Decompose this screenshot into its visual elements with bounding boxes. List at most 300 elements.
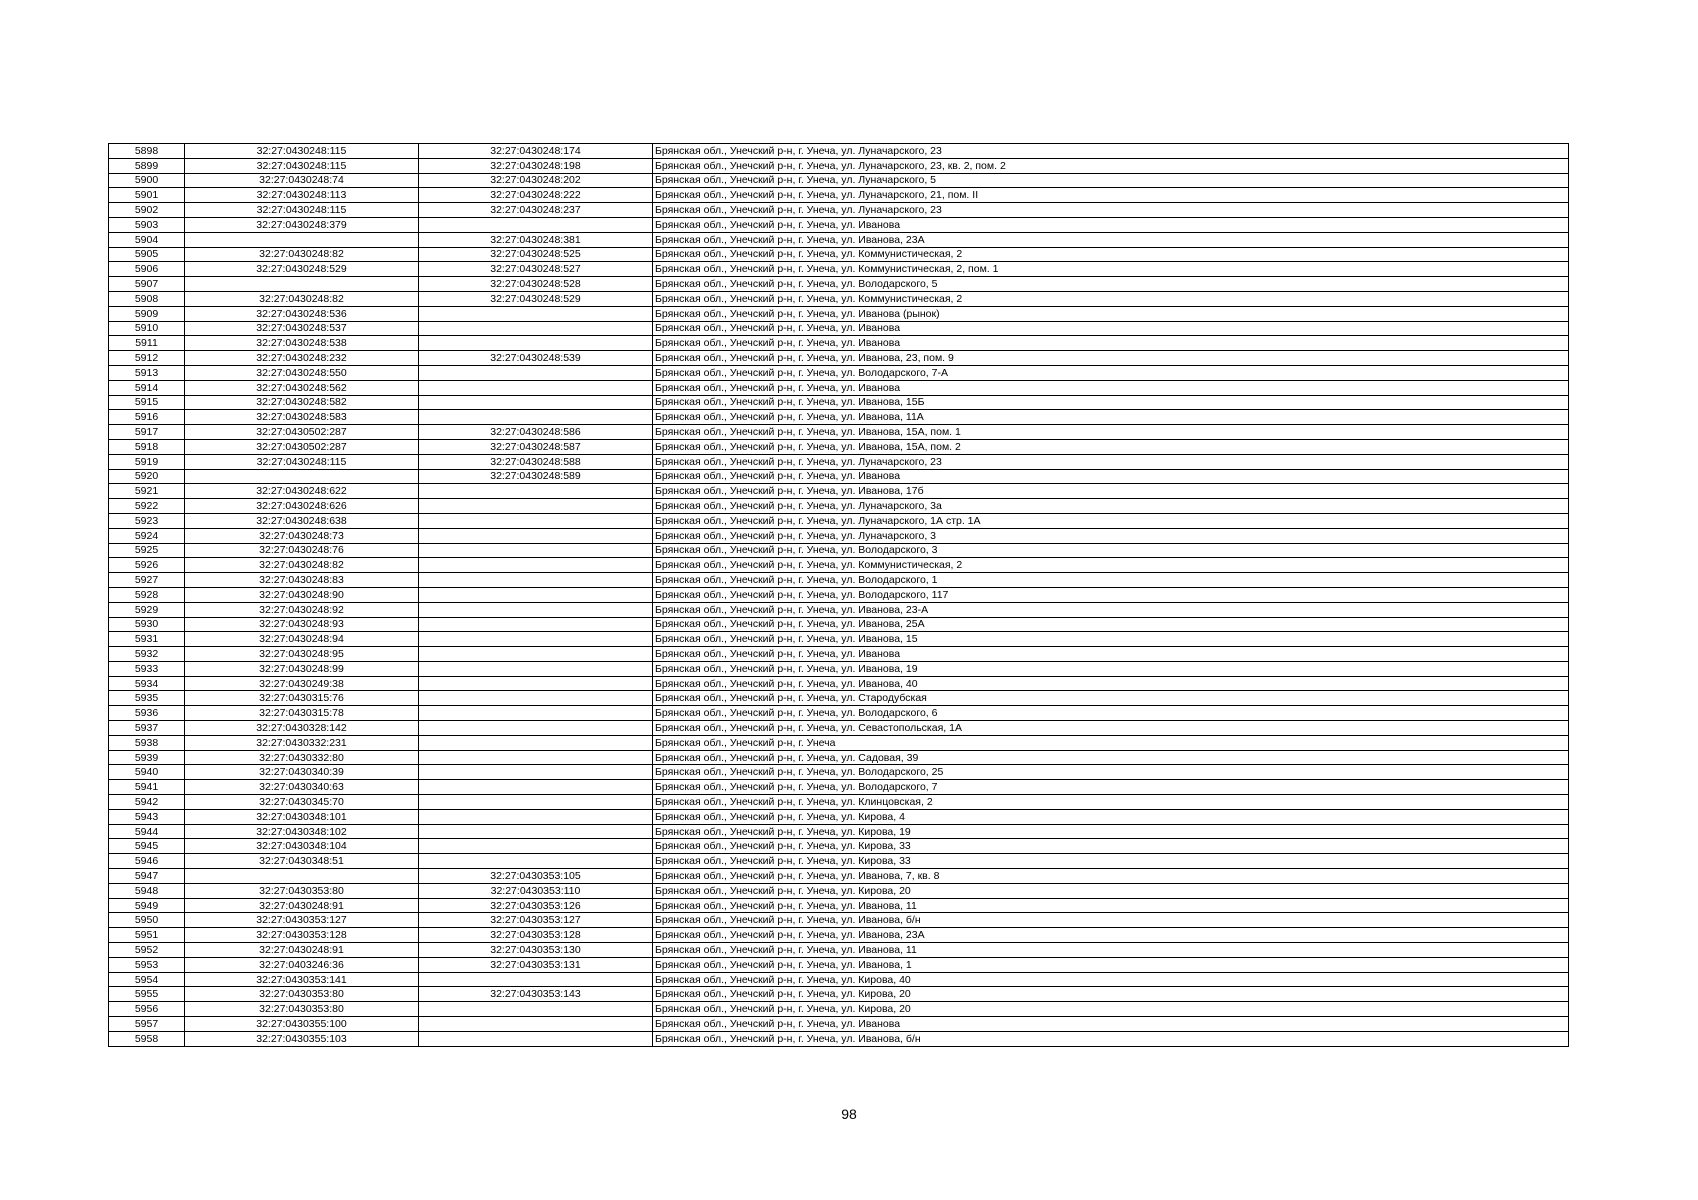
- object-number-cell: [419, 395, 653, 410]
- address-cell: Брянская обл., Унечский р-н, г. Унеча, ул. Иванова, 11: [653, 898, 1569, 913]
- parcel-number-cell: 32:27:0430353:128: [185, 928, 419, 943]
- address-cell: Брянская обл., Унечский р-н, г. Унеча, ул. Луначарского, 23: [653, 144, 1569, 159]
- row-number-cell: 5934: [109, 676, 185, 691]
- table-row: [109, 854, 1569, 869]
- table-row: [109, 1002, 1569, 1017]
- parcel-number-cell: 32:27:0430353:80: [185, 1002, 419, 1017]
- row-number-cell: 5942: [109, 795, 185, 810]
- table-row: [109, 410, 1569, 425]
- object-number-cell: [419, 1017, 653, 1032]
- row-number-cell: 5922: [109, 499, 185, 514]
- object-number-cell: [419, 750, 653, 765]
- parcel-number-cell: 32:27:0430348:104: [185, 839, 419, 854]
- parcel-number-cell: 32:27:0430340:63: [185, 780, 419, 795]
- table-row: [109, 247, 1569, 262]
- row-number-cell: 5912: [109, 351, 185, 366]
- table-row: [109, 513, 1569, 528]
- row-number-cell: 5911: [109, 336, 185, 351]
- object-number-cell: [419, 839, 653, 854]
- parcel-number-cell: 32:27:0430248:113: [185, 188, 419, 203]
- object-number-cell: 32:27:0430353:143: [419, 987, 653, 1002]
- address-cell: Брянская обл., Унечский р-н, г. Унеча, ул. Володарского, 3: [653, 543, 1569, 558]
- parcel-number-cell: 32:27:0430248:90: [185, 587, 419, 602]
- table-row: [109, 735, 1569, 750]
- object-number-cell: 32:27:0430248:174: [419, 144, 653, 159]
- parcel-number-cell: 32:27:0430248:74: [185, 173, 419, 188]
- object-number-cell: 32:27:0430353:128: [419, 928, 653, 943]
- object-number-cell: 32:27:0430248:202: [419, 173, 653, 188]
- object-number-cell: [419, 854, 653, 869]
- table-row: [109, 336, 1569, 351]
- table-row: [109, 780, 1569, 795]
- row-number-cell: 5945: [109, 839, 185, 854]
- table-row: [109, 750, 1569, 765]
- table-row: [109, 898, 1569, 913]
- object-number-cell: 32:27:0430353:127: [419, 913, 653, 928]
- address-cell: Брянская обл., Унечский р-н, г. Унеча, ул. Иванова, 40: [653, 676, 1569, 691]
- address-cell: Брянская обл., Унечский р-н, г. Унеча, ул. Луначарского, 23, кв. 2, пом. 2: [653, 158, 1569, 173]
- address-cell: Брянская обл., Унечский р-н, г. Унеча, ул. Коммунистическая, 2: [653, 291, 1569, 306]
- row-number-cell: 5930: [109, 617, 185, 632]
- address-cell: Брянская обл., Унечский р-н, г. Унеча, ул. Кирова, 19: [653, 824, 1569, 839]
- parcel-number-cell: 32:27:0430248:583: [185, 410, 419, 425]
- address-cell: Брянская обл., Унечский р-н, г. Унеча: [653, 735, 1569, 750]
- object-number-cell: [419, 780, 653, 795]
- row-number-cell: 5909: [109, 306, 185, 321]
- row-number-cell: 5900: [109, 173, 185, 188]
- object-number-cell: 32:27:0430248:222: [419, 188, 653, 203]
- address-cell: Брянская обл., Унечский р-н, г. Унеча, ул. Иванова, 23А: [653, 928, 1569, 943]
- object-number-cell: [419, 543, 653, 558]
- parcel-number-cell: 32:27:0430353:141: [185, 972, 419, 987]
- parcel-number-cell: 32:27:0430345:70: [185, 795, 419, 810]
- row-number-cell: 5899: [109, 158, 185, 173]
- address-cell: Брянская обл., Унечский р-н, г. Унеча, ул. Иванова, б/н: [653, 1031, 1569, 1046]
- parcel-number-cell: 32:27:0430502:287: [185, 439, 419, 454]
- row-number-cell: 5939: [109, 750, 185, 765]
- row-number-cell: 5941: [109, 780, 185, 795]
- row-number-cell: 5915: [109, 395, 185, 410]
- object-number-cell: 32:27:0430248:539: [419, 351, 653, 366]
- object-number-cell: [419, 587, 653, 602]
- parcel-number-cell: 32:27:0430248:91: [185, 898, 419, 913]
- table-row: [109, 380, 1569, 395]
- row-number-cell: 5933: [109, 661, 185, 676]
- row-number-cell: 5926: [109, 558, 185, 573]
- object-number-cell: [419, 573, 653, 588]
- row-number-cell: 5936: [109, 706, 185, 721]
- object-number-cell: [419, 513, 653, 528]
- row-number-cell: 5924: [109, 528, 185, 543]
- row-number-cell: 5940: [109, 765, 185, 780]
- address-cell: Брянская обл., Унечский р-н, г. Унеча, ул. Иванова, 17б: [653, 484, 1569, 499]
- table-row: [109, 957, 1569, 972]
- object-number-cell: 32:27:0430353:110: [419, 883, 653, 898]
- row-number-cell: 5955: [109, 987, 185, 1002]
- object-number-cell: 32:27:0430353:126: [419, 898, 653, 913]
- parcel-number-cell: 32:27:0430328:142: [185, 721, 419, 736]
- parcel-number-cell: 32:27:0430348:51: [185, 854, 419, 869]
- row-number-cell: 5921: [109, 484, 185, 499]
- object-number-cell: [419, 676, 653, 691]
- table-row: [109, 425, 1569, 440]
- parcel-number-cell: 32:27:0430248:94: [185, 632, 419, 647]
- table-row: [109, 188, 1569, 203]
- object-number-cell: [419, 632, 653, 647]
- parcel-number-cell: 32:27:0430353:80: [185, 883, 419, 898]
- address-cell: Брянская обл., Унечский р-н, г. Унеча, ул. Коммунистическая, 2: [653, 558, 1569, 573]
- address-cell: Брянская обл., Унечский р-н, г. Унеча, ул. Иванова, 23А: [653, 232, 1569, 247]
- row-number-cell: 5928: [109, 587, 185, 602]
- table-row: [109, 883, 1569, 898]
- table-row: [109, 543, 1569, 558]
- object-number-cell: [419, 380, 653, 395]
- table-row: [109, 824, 1569, 839]
- object-number-cell: [419, 499, 653, 514]
- object-number-cell: [419, 691, 653, 706]
- parcel-number-cell: 32:27:0430248:83: [185, 573, 419, 588]
- object-number-cell: 32:27:0430248:527: [419, 262, 653, 277]
- address-cell: Брянская обл., Унечский р-н, г. Унеча, ул. Иванова: [653, 1017, 1569, 1032]
- table-row: [109, 454, 1569, 469]
- table-row: [109, 632, 1569, 647]
- row-number-cell: 5954: [109, 972, 185, 987]
- parcel-number-cell: 32:27:0430248:115: [185, 454, 419, 469]
- address-cell: Брянская обл., Унечский р-н, г. Унеча, ул. Иванова, 1: [653, 957, 1569, 972]
- row-number-cell: 5947: [109, 869, 185, 884]
- row-number-cell: 5946: [109, 854, 185, 869]
- parcel-number-cell: 32:27:0430248:537: [185, 321, 419, 336]
- row-number-cell: 5904: [109, 232, 185, 247]
- parcel-number-cell: 32:27:0430355:100: [185, 1017, 419, 1032]
- parcel-number-cell: 32:27:0430332:80: [185, 750, 419, 765]
- table-row: [109, 306, 1569, 321]
- object-number-cell: [419, 321, 653, 336]
- table-row: [109, 291, 1569, 306]
- object-number-cell: 32:27:0430248:198: [419, 158, 653, 173]
- parcel-number-cell: 32:27:0430248:93: [185, 617, 419, 632]
- table-row: [109, 321, 1569, 336]
- address-cell: Брянская обл., Унечский р-н, г. Унеча, ул. Иванова: [653, 647, 1569, 662]
- object-number-cell: 32:27:0430248:528: [419, 277, 653, 292]
- row-number-cell: 5898: [109, 144, 185, 159]
- row-number-cell: 5953: [109, 957, 185, 972]
- table-row: [109, 691, 1569, 706]
- object-number-cell: [419, 721, 653, 736]
- table-row: [109, 232, 1569, 247]
- parcel-number-cell: 32:27:0430248:550: [185, 365, 419, 380]
- table-row: [109, 499, 1569, 514]
- address-cell: Брянская обл., Унечский р-н, г. Унеча, ул. Кирова, 4: [653, 809, 1569, 824]
- parcel-number-cell: 32:27:0430315:76: [185, 691, 419, 706]
- parcel-number-cell: 32:27:0430248:73: [185, 528, 419, 543]
- table-row: [109, 558, 1569, 573]
- parcel-number-cell: 32:27:0430248:622: [185, 484, 419, 499]
- row-number-cell: 5919: [109, 454, 185, 469]
- parcel-number-cell: 32:27:0430248:582: [185, 395, 419, 410]
- object-number-cell: [419, 558, 653, 573]
- row-number-cell: 5918: [109, 439, 185, 454]
- parcel-number-cell: 32:27:0430348:101: [185, 809, 419, 824]
- row-number-cell: 5925: [109, 543, 185, 558]
- address-cell: Брянская обл., Унечский р-н, г. Унеча, ул. Иванова: [653, 217, 1569, 232]
- object-number-cell: 32:27:0430353:105: [419, 869, 653, 884]
- table-row: [109, 943, 1569, 958]
- object-number-cell: [419, 795, 653, 810]
- address-cell: Брянская обл., Унечский р-н, г. Унеча, ул. Иванова, 15: [653, 632, 1569, 647]
- object-number-cell: [419, 706, 653, 721]
- parcel-number-cell: 32:27:0430248:76: [185, 543, 419, 558]
- address-cell: Брянская обл., Унечский р-н, г. Унеча, ул. Клинцовская, 2: [653, 795, 1569, 810]
- row-number-cell: 5923: [109, 513, 185, 528]
- parcel-number-cell: 32:27:0403246:36: [185, 957, 419, 972]
- row-number-cell: 5907: [109, 277, 185, 292]
- table-row: [109, 928, 1569, 943]
- parcel-number-cell: 32:27:0430248:232: [185, 351, 419, 366]
- row-number-cell: 5937: [109, 721, 185, 736]
- address-cell: Брянская обл., Унечский р-н, г. Унеча, ул. Луначарского, 23: [653, 454, 1569, 469]
- address-cell: Брянская обл., Унечский р-н, г. Унеча, ул. Луначарского, 3: [653, 528, 1569, 543]
- address-cell: Брянская обл., Унечский р-н, г. Унеча, ул. Коммунистическая, 2, пом. 1: [653, 262, 1569, 277]
- address-cell: Брянская обл., Унечский р-н, г. Унеча, ул. Иванова: [653, 469, 1569, 484]
- row-number-cell: 5908: [109, 291, 185, 306]
- address-cell: Брянская обл., Унечский р-н, г. Унеча, ул. Иванова, б/н: [653, 913, 1569, 928]
- address-cell: Брянская обл., Унечский р-н, г. Унеча, ул. Иванова, 23-А: [653, 602, 1569, 617]
- address-cell: Брянская обл., Унечский р-н, г. Унеча, ул. Луначарского, 23: [653, 203, 1569, 218]
- table-row: [109, 173, 1569, 188]
- object-number-cell: 32:27:0430248:586: [419, 425, 653, 440]
- table-row: [109, 484, 1569, 499]
- parcel-number-cell: 32:27:0430248:115: [185, 144, 419, 159]
- table-row: [109, 706, 1569, 721]
- object-number-cell: 32:27:0430248:381: [419, 232, 653, 247]
- object-number-cell: [419, 735, 653, 750]
- row-number-cell: 5913: [109, 365, 185, 380]
- parcel-number-cell: 32:27:0430355:103: [185, 1031, 419, 1046]
- table-row: [109, 573, 1569, 588]
- parcel-number-cell: 32:27:0430248:99: [185, 661, 419, 676]
- object-number-cell: [419, 972, 653, 987]
- table-row: [109, 262, 1569, 277]
- object-number-cell: 32:27:0430353:130: [419, 943, 653, 958]
- table-row: [109, 277, 1569, 292]
- table-row: [109, 869, 1569, 884]
- address-cell: Брянская обл., Унечский р-н, г. Унеча, ул. Садовая, 39: [653, 750, 1569, 765]
- row-number-cell: 5902: [109, 203, 185, 218]
- row-number-cell: 5958: [109, 1031, 185, 1046]
- object-number-cell: [419, 824, 653, 839]
- address-cell: Брянская обл., Унечский р-н, г. Унеча, ул. Володарского, 6: [653, 706, 1569, 721]
- parcel-number-cell: 32:27:0430248:529: [185, 262, 419, 277]
- table-row: [109, 158, 1569, 173]
- parcel-number-cell: 32:27:0430248:82: [185, 558, 419, 573]
- cadastral-table: [108, 143, 1569, 1047]
- row-number-cell: 5901: [109, 188, 185, 203]
- address-cell: Брянская обл., Унечский р-н, г. Унеча, ул. Кирова, 33: [653, 854, 1569, 869]
- table-row: [109, 469, 1569, 484]
- table-row: [109, 913, 1569, 928]
- parcel-number-cell: 32:27:0430248:82: [185, 247, 419, 262]
- row-number-cell: 5949: [109, 898, 185, 913]
- object-number-cell: 32:27:0430248:588: [419, 454, 653, 469]
- object-number-cell: [419, 306, 653, 321]
- address-cell: Брянская обл., Унечский р-н, г. Унеча, ул. Севастопольская, 1А: [653, 721, 1569, 736]
- object-number-cell: [419, 647, 653, 662]
- table-row: [109, 203, 1569, 218]
- table-row: [109, 839, 1569, 854]
- address-cell: Брянская обл., Унечский р-н, г. Унеча, ул. Иванова: [653, 380, 1569, 395]
- parcel-number-cell: 32:27:0430315:78: [185, 706, 419, 721]
- row-number-cell: 5903: [109, 217, 185, 232]
- address-cell: Брянская обл., Унечский р-н, г. Унеча, ул. Иванова (рынок): [653, 306, 1569, 321]
- table-row: [109, 1031, 1569, 1046]
- parcel-number-cell: [185, 277, 419, 292]
- address-cell: Брянская обл., Унечский р-н, г. Унеча, ул. Иванова: [653, 321, 1569, 336]
- parcel-number-cell: [185, 469, 419, 484]
- parcel-number-cell: 32:27:0430248:538: [185, 336, 419, 351]
- parcel-number-cell: 32:27:0430248:379: [185, 217, 419, 232]
- row-number-cell: 5932: [109, 647, 185, 662]
- table-row: [109, 439, 1569, 454]
- address-cell: Брянская обл., Унечский р-н, г. Унеча, ул. Луначарского, 5: [653, 173, 1569, 188]
- row-number-cell: 5905: [109, 247, 185, 262]
- object-number-cell: [419, 1002, 653, 1017]
- table-row: [109, 395, 1569, 410]
- address-cell: Брянская обл., Унечский р-н, г. Унеча, ул. Иванова, 15А, пом. 1: [653, 425, 1569, 440]
- address-cell: Брянская обл., Унечский р-н, г. Унеча, ул. Коммунистическая, 2: [653, 247, 1569, 262]
- table-row: [109, 795, 1569, 810]
- parcel-number-cell: 32:27:0430248:638: [185, 513, 419, 528]
- table-row: [109, 144, 1569, 159]
- object-number-cell: 32:27:0430248:237: [419, 203, 653, 218]
- address-cell: Брянская обл., Унечский р-н, г. Унеча, ул. Володарского, 5: [653, 277, 1569, 292]
- row-number-cell: 5950: [109, 913, 185, 928]
- address-cell: Брянская обл., Унечский р-н, г. Унеча, ул. Иванова, 23, пом. 9: [653, 351, 1569, 366]
- object-number-cell: 32:27:0430248:529: [419, 291, 653, 306]
- address-cell: Брянская обл., Унечский р-н, г. Унеча, ул. Луначарского, 1А стр. 1А: [653, 513, 1569, 528]
- address-cell: Брянская обл., Унечский р-н, г. Унеча, ул. Стародубская: [653, 691, 1569, 706]
- address-cell: Брянская обл., Унечский р-н, г. Унеча, ул. Иванова, 19: [653, 661, 1569, 676]
- address-cell: Брянская обл., Унечский р-н, г. Унеча, ул. Володарского, 117: [653, 587, 1569, 602]
- table-row: [109, 351, 1569, 366]
- table-row: [109, 602, 1569, 617]
- row-number-cell: 5906: [109, 262, 185, 277]
- table-row: [109, 217, 1569, 232]
- table-row: [109, 617, 1569, 632]
- parcel-number-cell: 32:27:0430248:115: [185, 158, 419, 173]
- table-row: [109, 972, 1569, 987]
- table-row: [109, 365, 1569, 380]
- parcel-number-cell: 32:27:0430248:626: [185, 499, 419, 514]
- object-number-cell: 32:27:0430248:525: [419, 247, 653, 262]
- address-cell: Брянская обл., Унечский р-н, г. Унеча, ул. Кирова, 33: [653, 839, 1569, 854]
- parcel-number-cell: 32:27:0430248:92: [185, 602, 419, 617]
- row-number-cell: 5920: [109, 469, 185, 484]
- object-number-cell: [419, 528, 653, 543]
- address-cell: Брянская обл., Унечский р-н, г. Унеча, ул. Иванова, 11: [653, 943, 1569, 958]
- object-number-cell: [419, 365, 653, 380]
- row-number-cell: 5944: [109, 824, 185, 839]
- object-number-cell: 32:27:0430248:587: [419, 439, 653, 454]
- row-number-cell: 5957: [109, 1017, 185, 1032]
- table-row: [109, 676, 1569, 691]
- table-row: [109, 587, 1569, 602]
- object-number-cell: [419, 336, 653, 351]
- address-cell: Брянская обл., Унечский р-н, г. Унеча, ул. Луначарского, 3а: [653, 499, 1569, 514]
- address-cell: Брянская обл., Унечский р-н, г. Унеча, ул. Кирова, 40: [653, 972, 1569, 987]
- table-row: [109, 647, 1569, 662]
- parcel-number-cell: 32:27:0430249:38: [185, 676, 419, 691]
- parcel-number-cell: 32:27:0430340:39: [185, 765, 419, 780]
- address-cell: Брянская обл., Унечский р-н, г. Унеча, ул. Иванова, 15Б: [653, 395, 1569, 410]
- parcel-number-cell: 32:27:0430353:127: [185, 913, 419, 928]
- address-cell: Брянская обл., Унечский р-н, г. Унеча, ул. Иванова, 15А, пом. 2: [653, 439, 1569, 454]
- row-number-cell: 5931: [109, 632, 185, 647]
- object-number-cell: 32:27:0430353:131: [419, 957, 653, 972]
- object-number-cell: [419, 410, 653, 425]
- parcel-number-cell: 32:27:0430332:231: [185, 735, 419, 750]
- address-cell: Брянская обл., Унечский р-н, г. Унеча, ул. Иванова, 7, кв. 8: [653, 869, 1569, 884]
- address-cell: Брянская обл., Унечский р-н, г. Унеча, ул. Кирова, 20: [653, 1002, 1569, 1017]
- object-number-cell: [419, 809, 653, 824]
- row-number-cell: 5914: [109, 380, 185, 395]
- table-row: [109, 1017, 1569, 1032]
- table-row: [109, 661, 1569, 676]
- table-row: [109, 765, 1569, 780]
- object-number-cell: [419, 217, 653, 232]
- table-body: [109, 144, 1569, 1047]
- object-number-cell: [419, 484, 653, 499]
- row-number-cell: 5948: [109, 883, 185, 898]
- parcel-number-cell: 32:27:0430502:287: [185, 425, 419, 440]
- row-number-cell: 5927: [109, 573, 185, 588]
- address-cell: Брянская обл., Унечский р-н, г. Унеча, ул. Луначарского, 21, пом. II: [653, 188, 1569, 203]
- table-row: [109, 721, 1569, 736]
- row-number-cell: 5952: [109, 943, 185, 958]
- object-number-cell: [419, 602, 653, 617]
- row-number-cell: 5956: [109, 1002, 185, 1017]
- parcel-number-cell: 32:27:0430248:91: [185, 943, 419, 958]
- address-cell: Брянская обл., Унечский р-н, г. Унеча, ул. Кирова, 20: [653, 987, 1569, 1002]
- row-number-cell: 5935: [109, 691, 185, 706]
- parcel-number-cell: [185, 869, 419, 884]
- address-cell: Брянская обл., Унечский р-н, г. Унеча, ул. Иванова, 11А: [653, 410, 1569, 425]
- address-cell: Брянская обл., Унечский р-н, г. Унеча, ул. Володарского, 7-А: [653, 365, 1569, 380]
- parcel-number-cell: 32:27:0430248:95: [185, 647, 419, 662]
- row-number-cell: 5916: [109, 410, 185, 425]
- parcel-number-cell: 32:27:0430248:536: [185, 306, 419, 321]
- parcel-number-cell: 32:27:0430248:115: [185, 203, 419, 218]
- object-number-cell: [419, 617, 653, 632]
- address-cell: Брянская обл., Унечский р-н, г. Унеча, ул. Иванова: [653, 336, 1569, 351]
- row-number-cell: 5938: [109, 735, 185, 750]
- parcel-number-cell: 32:27:0430248:82: [185, 291, 419, 306]
- page-number: 98: [841, 1106, 857, 1122]
- address-cell: Брянская обл., Унечский р-н, г. Унеча, ул. Володарского, 1: [653, 573, 1569, 588]
- parcel-number-cell: [185, 232, 419, 247]
- row-number-cell: 5943: [109, 809, 185, 824]
- table-row: [109, 809, 1569, 824]
- table-row: [109, 528, 1569, 543]
- object-number-cell: [419, 765, 653, 780]
- parcel-number-cell: 32:27:0430348:102: [185, 824, 419, 839]
- object-number-cell: [419, 1031, 653, 1046]
- table-row: [109, 987, 1569, 1002]
- address-cell: Брянская обл., Унечский р-н, г. Унеча, ул. Володарского, 7: [653, 780, 1569, 795]
- row-number-cell: 5929: [109, 602, 185, 617]
- object-number-cell: [419, 661, 653, 676]
- address-cell: Брянская обл., Унечский р-н, г. Унеча, ул. Кирова, 20: [653, 883, 1569, 898]
